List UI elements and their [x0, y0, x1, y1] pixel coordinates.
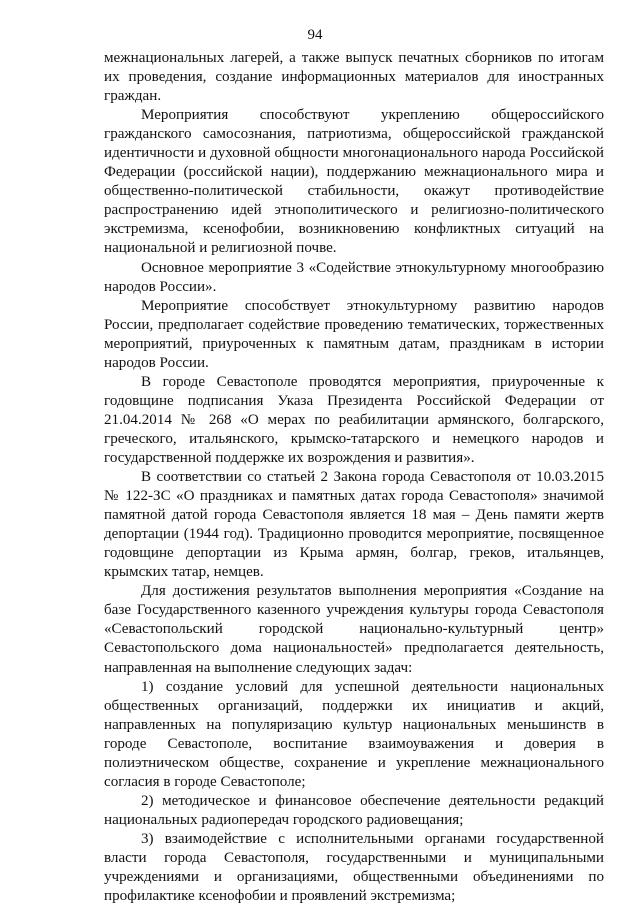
- list-item-task-3: 3) взаимодействие с исполнительными органами государственной власти города Севастополя, государственными и муниципальными учреждениями и организациями, общественными объединениями по профилактике ксенофобии и проявлений экстремизма;: [104, 830, 604, 905]
- document-body: [104, 49, 604, 906]
- paragraph-national-center: Для достижения результатов выполнения мероприятия «Создание на базе Государственного казенного учреждения культуры города Севастополя «Севастопольский городской национально-культурный центр» Севастопольского дома национальностей» предполагается деятельность, направленная на выполнение следующих задач:: [104, 583, 604, 676]
- paragraph-continuation: межнациональных лагерей, а также выпуск печатных сборников по итогам их проведения, создание информационных материалов для иностранных граждан.: [104, 50, 604, 105]
- paragraph-decree-anniversary: В городе Севастополе проводятся мероприятия, приуроченные к годовщине подписания Указа Президента Российской Федерации от 21.04.2014 № 268 «О мерах по реабилитации армянского, болгарского, греческого, итальянского, крымско-татарского и немецкого народов и государственной поддержке их возрождения и развития».: [104, 373, 604, 466]
- paragraph-ethnocultural-development: Мероприятие способствует этнокультурному развитию народов России, предполагает содействие проведению тематических, торжественных мероприятий, приуроченных к памятным датам, праздникам в истории народов России.: [104, 297, 604, 371]
- paragraph-deportation-memorial: В соответствии со статьей 2 Закона города Севастополя от 10.03.2015 № 122-ЗС «О праздниках и памятных датах города Севастополя» значимой памятной датой города Севастополя является 18 мая – День памяти жертв депортации (1944 год). Традиционно проводится мероприятие, посвященное годовщине депортации из Крыма армян, болгар, греков, итальянцев, крымских татар, немцев.: [104, 469, 604, 581]
- page-number: 94: [307, 27, 323, 43]
- paragraph-measures-goals: Мероприятия способствуют укреплению общероссийского гражданского самосознания, патриотизма, общероссийской гражданской идентичности и духовной общности многонационального народа Российской Федерации (российской нации), поддержанию межнационального мира и общественно-политической стабильности, окажут противодействие распространению идей этнополитического и религиозно-политического экстремизма, ксенофобии, возникновению конфликтных ситуаций на национальной и религиозной почве.: [104, 107, 604, 257]
- paragraph-main-measure-3: Основное мероприятие 3 «Содействие этнокультурному многообразию народов России».: [104, 259, 604, 295]
- list-item-task-1: 1) создание условий для успешной деятельности национальных общественных организаций, поддержки их инициатив и акций, направленных на популяризацию культур национальных меньшинств в городе Севастополе, воспитание взаимоуважения и доверия в полиэтническом обществе, сохранение и укрепление межнационального согласия в городе Севастополе;: [104, 678, 604, 790]
- list-item-task-2: 2) методическое и финансовое обеспечение деятельности редакций национальных радиопередач городского радиовещания;: [104, 792, 604, 828]
